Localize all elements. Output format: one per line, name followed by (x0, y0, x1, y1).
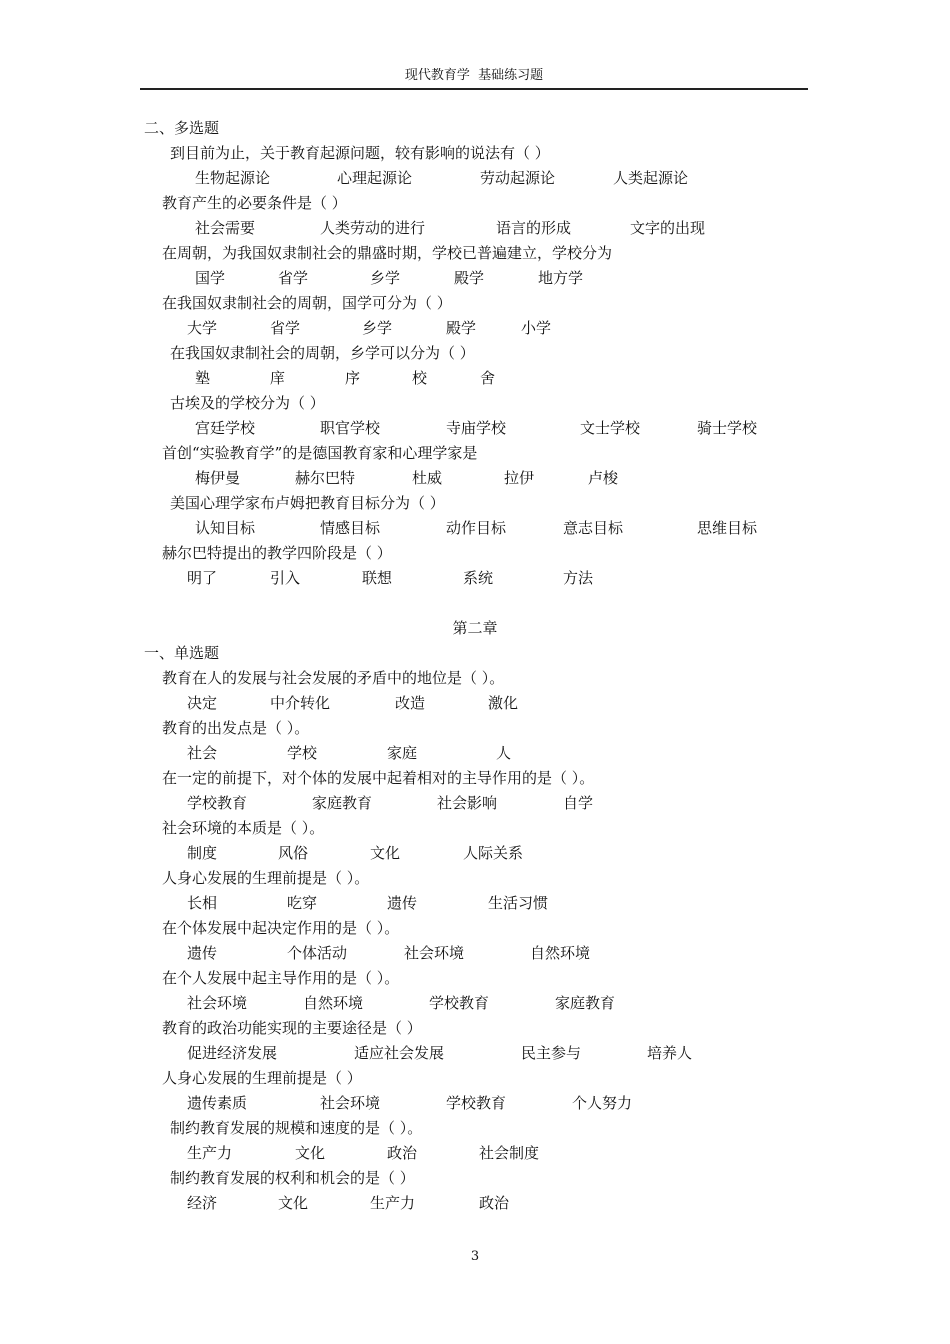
option: 风俗 (278, 844, 309, 862)
question-stem: 制约教育发展的规模和速度的是（ ）。 (170, 1119, 423, 1137)
option: 个体活动 (287, 944, 348, 962)
option: 社会需要 (195, 219, 256, 237)
options-row (0, 841, 950, 866)
option: 大学 (187, 319, 218, 337)
options-row (0, 741, 950, 766)
option: 制度 (187, 844, 218, 862)
option: 职官学校 (320, 419, 381, 437)
question-stem: 在个体发展中起决定作用的是（ ）。 (162, 919, 400, 937)
option: 系统 (463, 569, 494, 587)
option: 认知目标 (195, 519, 256, 537)
option: 遗传素质 (187, 1094, 248, 1112)
option: 社会 (187, 744, 218, 762)
option: 社会制度 (479, 1144, 540, 1162)
question-stem: 在周朝，为我国奴隶制社会的鼎盛时期，学校已普遍建立，学校分为 (162, 244, 613, 262)
question-stem: 人身心发展的生理前提是（ ）。 (162, 869, 370, 887)
option: 宫廷学校 (195, 419, 256, 437)
option: 引入 (270, 569, 301, 587)
option: 庠 (270, 369, 286, 387)
option: 舍 (480, 369, 496, 387)
option: 生产力 (370, 1194, 416, 1212)
options-row (0, 266, 950, 291)
option: 方法 (563, 569, 594, 587)
option: 联想 (362, 569, 393, 587)
question-stem: 教育产生的必要条件是（ ） (162, 194, 347, 212)
option: 自然环境 (530, 944, 591, 962)
option: 政治 (479, 1194, 510, 1212)
option: 情感目标 (320, 519, 381, 537)
option: 个人努力 (572, 1094, 633, 1112)
option: 长相 (187, 894, 218, 912)
option: 人类劳动的进行 (320, 219, 426, 237)
option: 促进经济发展 (187, 1044, 278, 1062)
options-row (0, 941, 950, 966)
question-stem: 美国心理学家布卢姆把教育目标分为（ ） (170, 494, 445, 512)
option: 学校教育 (446, 1094, 507, 1112)
option: 省学 (270, 319, 301, 337)
option: 省学 (278, 269, 309, 287)
options-row (0, 691, 950, 716)
option: 社会环境 (187, 994, 248, 1012)
section-heading-single-choice: 一、单选题 (144, 644, 220, 662)
option: 中介转化 (270, 694, 331, 712)
options-row (0, 991, 950, 1016)
option: 序 (345, 369, 361, 387)
option: 人际关系 (463, 844, 524, 862)
option: 自学 (563, 794, 594, 812)
option: 政治 (387, 1144, 418, 1162)
option: 人类起源论 (613, 169, 689, 187)
option: 梅伊曼 (195, 469, 241, 487)
option: 生活习惯 (488, 894, 549, 912)
question-stem: 人身心发展的生理前提是（ ） (162, 1069, 362, 1087)
option: 小学 (521, 319, 552, 337)
option: 动作目标 (446, 519, 507, 537)
question-stem: 教育在人的发展与社会发展的矛盾中的地位是（ ）。 (162, 669, 505, 687)
question-stem: 在个人发展中起主导作用的是（ ）。 (162, 969, 400, 987)
option: 社会影响 (437, 794, 498, 812)
option: 家庭教育 (555, 994, 616, 1012)
option: 经济 (187, 1194, 218, 1212)
option: 人 (496, 744, 512, 762)
options-row (0, 166, 950, 191)
option: 家庭 (387, 744, 418, 762)
option: 殿学 (454, 269, 485, 287)
option: 赫尔巴特 (295, 469, 356, 487)
option: 学校教育 (429, 994, 490, 1012)
option: 遗传 (387, 894, 418, 912)
option: 殿学 (446, 319, 477, 337)
options-row (0, 566, 950, 591)
question-stem: 赫尔巴特提出的教学四阶段是（ ） (162, 544, 392, 562)
options-row (0, 1141, 950, 1166)
option: 杜威 (412, 469, 443, 487)
option: 生物起源论 (195, 169, 271, 187)
option: 拉伊 (504, 469, 535, 487)
option: 学校教育 (187, 794, 248, 812)
options-row (0, 216, 950, 241)
options-row (0, 1191, 950, 1216)
option: 改造 (395, 694, 426, 712)
question-stem: 社会环境的本质是（ ）。 (162, 819, 325, 837)
option: 家庭教育 (312, 794, 373, 812)
option: 骑士学校 (697, 419, 758, 437)
question-stem: 制约教育发展的权利和机会的是（ ） (170, 1169, 415, 1187)
option: 民主参与 (521, 1044, 582, 1062)
option: 遗传 (187, 944, 218, 962)
question-stem: 在我国奴隶制社会的周朝，国学可分为（ ） (162, 294, 452, 312)
option: 文化 (278, 1194, 309, 1212)
option: 乡学 (362, 319, 393, 337)
question-stem: 教育的政治功能实现的主要途径是（ ） (162, 1019, 422, 1037)
option: 文字的出现 (630, 219, 706, 237)
options-row (0, 466, 950, 491)
option: 生产力 (187, 1144, 233, 1162)
section-heading-multi-choice: 二、多选题 (144, 119, 220, 137)
option: 激化 (488, 694, 519, 712)
question-stem: 教育的出发点是（ ）。 (162, 719, 310, 737)
option: 思维目标 (697, 519, 758, 537)
options-row (0, 416, 950, 441)
option: 语言的形成 (496, 219, 572, 237)
option: 乡学 (370, 269, 401, 287)
option: 塾 (195, 369, 211, 387)
option: 社会环境 (320, 1094, 381, 1112)
question-stem: 到目前为止，关于教育起源问题，较有影响的说法有（ ） (170, 144, 550, 162)
options-row (0, 516, 950, 541)
question-stem: 在我国奴隶制社会的周朝，乡学可以分为（ ） (170, 344, 475, 362)
option: 文化 (370, 844, 401, 862)
option: 寺庙学校 (446, 419, 507, 437)
option: 吃穿 (287, 894, 318, 912)
page-number: 3 (470, 1249, 480, 1264)
options-row (0, 1041, 950, 1066)
header-title: 现代教育学 基础练习题 (404, 68, 544, 83)
option: 培养人 (647, 1044, 693, 1062)
option: 校 (412, 369, 428, 387)
option: 文化 (295, 1144, 326, 1162)
options-row (0, 1091, 950, 1116)
option: 国学 (195, 269, 226, 287)
question-stem: 首创“实验教育学”的是德国教育家和心理学家是 (162, 444, 478, 462)
option: 文士学校 (580, 419, 641, 437)
option: 意志目标 (563, 519, 624, 537)
option: 社会环境 (404, 944, 465, 962)
page-header (140, 66, 808, 90)
options-row (0, 891, 950, 916)
option: 决定 (187, 694, 218, 712)
option: 卢梭 (588, 469, 619, 487)
question-stem: 古埃及的学校分为（ ） (170, 394, 325, 412)
options-row (0, 791, 950, 816)
options-row (0, 366, 950, 391)
options-row (0, 316, 950, 341)
option: 适应社会发展 (354, 1044, 445, 1062)
option: 心理起源论 (337, 169, 413, 187)
option: 学校 (287, 744, 318, 762)
option: 劳动起源论 (480, 169, 556, 187)
question-stem: 在一定的前提下，对个体的发展中起着相对的主导作用的是（ ）。 (162, 769, 595, 787)
option: 地方学 (538, 269, 584, 287)
chapter-title: 第二章 (452, 619, 498, 637)
option: 明了 (187, 569, 218, 587)
option: 自然环境 (303, 994, 364, 1012)
